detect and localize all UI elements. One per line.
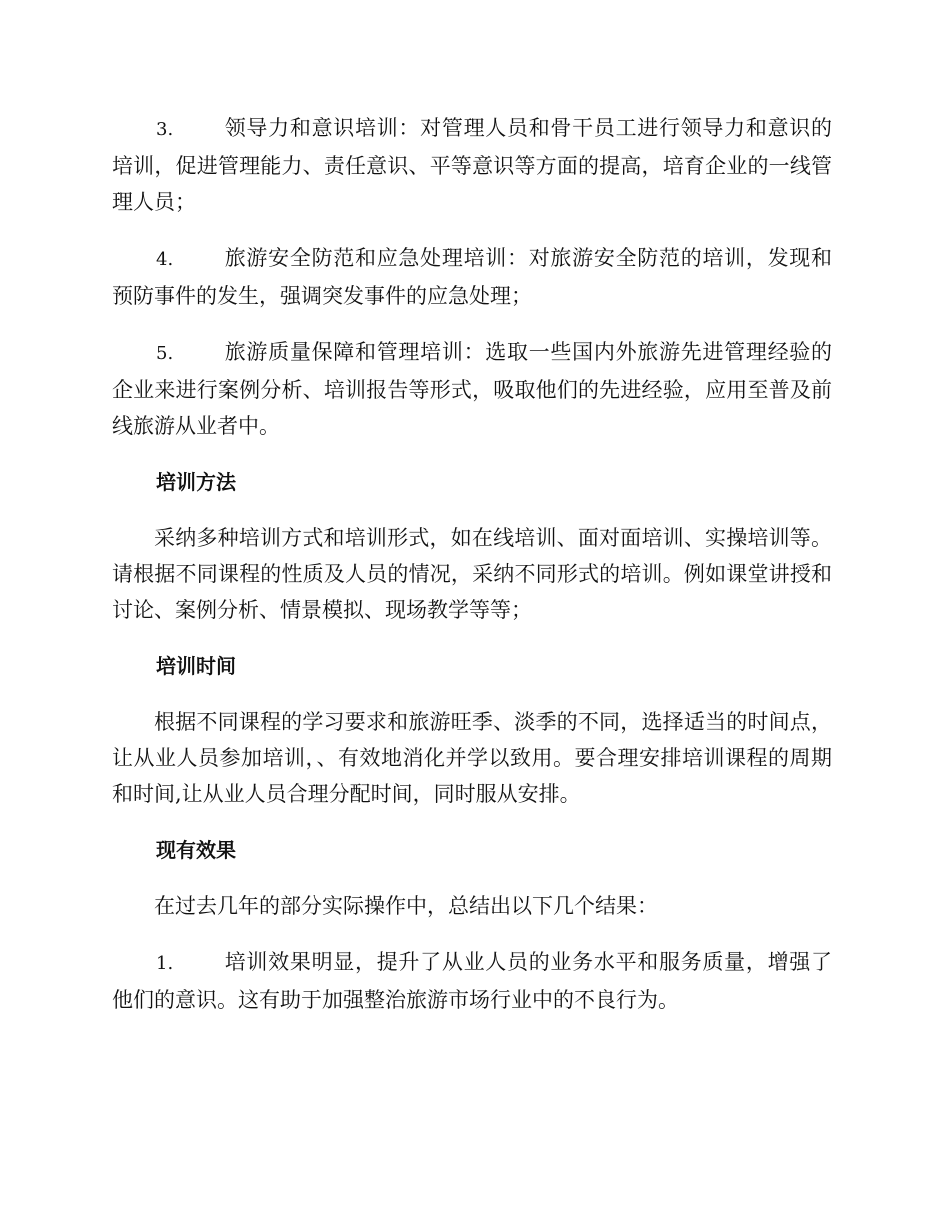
list-number: 4.: [156, 249, 174, 270]
list-item: [112, 334, 832, 444]
list-text: 旅游安全防范和应急处理培训：对旅游安全防范的培训，发现和预防事件的发生，强调突发事件的应急处理；: [112, 246, 832, 308]
list-text: 旅游质量保障和管理培训：选取一些国内外旅游先进管理经验的企业来进行案例分析、培训报告等形式，吸取他们的先进经验，应用至普及前线旅游从业者中。: [112, 340, 832, 438]
list-number: 5.: [156, 343, 174, 364]
list-item: [112, 240, 832, 314]
list-item: [112, 944, 832, 1018]
section-heading-time: 培训时间: [156, 654, 236, 678]
section-heading-method: 培训方法: [156, 470, 236, 494]
list-item: [112, 110, 832, 220]
list-text: 培训效果明显，提升了从业人员的业务水平和服务质量，增强了他们的意识。这有助于加强整治旅游市场行业中的不良行为。: [112, 950, 832, 1012]
section-body-effect: 在过去几年的部分实际操作中，总结出以下几个结果：: [154, 894, 658, 918]
section-body-method: 采纳多种培训方式和培训形式，如在线培训、面对面培训、实操培训等。请根据不同课程的性质及人员的情况，采纳不同形式的培训。例如课堂讲授和讨论、案例分析、情景模拟、现场教学等等；: [112, 526, 832, 622]
document-body: [112, 110, 832, 1038]
list-text: 领导力和意识培训：对管理人员和骨干员工进行领导力和意识的培训，促进管理能力、责任意识、平等意识等方面的提高，培育企业的一线管理人员；: [112, 116, 832, 214]
section-heading-effect: 现有效果: [156, 838, 236, 862]
section-body-time: 根据不同课程的学习要求和旅游旺季、淡季的不同，选择适当的时间点，让从业人员参加培训，、有效地消化并学以致用。要合理安排培训课程的周期和时间,让从业人员合理分配时间，同时服从安排。: [112, 710, 832, 806]
list-number: 1.: [156, 953, 174, 974]
list-number: 3.: [156, 119, 174, 140]
